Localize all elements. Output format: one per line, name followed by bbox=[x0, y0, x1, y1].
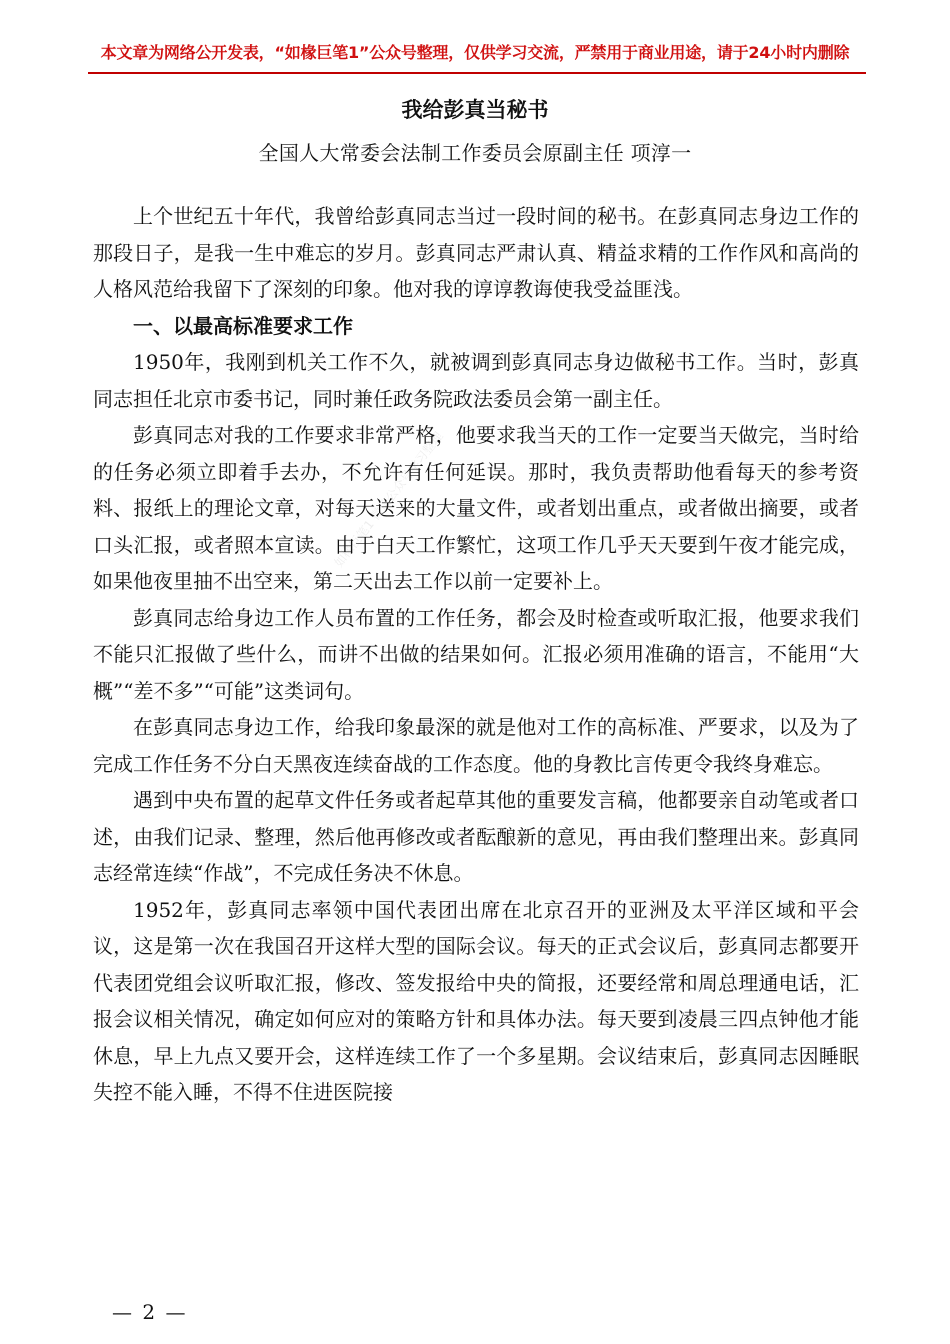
body-paragraph: 1952年，彭真同志率领中国代表团出席在北京召开的亚洲及太平洋区域和平会议，这是第一次在我国召开这样大型的国际会议。每天的正式会议后，彭真同志都要开代表团党组会议听取汇报，修改、签发报给中央的简报，还要经常和周总理通电话，汇报会议相关情况，确定如何应对的策略方针和具体办法。每天要到凌晨三四点钟他才能休息，早上九点又要开会，这样连续工作了一个多星期。会议结束后，彭真同志因睡眠失控不能入睡，不得不住进医院接 bbox=[93, 897, 859, 1104]
copyright-notice: 本文章为网络公开发表，“如椽巨笔1”公众号整理，仅供学习交流，严禁用于商业用途，请于24小时内删除 bbox=[100, 43, 850, 62]
body-paragraph: 遇到中央布置的起草文件任务或者起草其他的重要发言稿，他都要亲自动笔或者口述，由我们记录、整理，然后他再修改或者酝酿新的意见，再由我们整理出来。彭真同志经常连续“作战”，不完成任务决不休息。 bbox=[93, 788, 859, 885]
header-rule bbox=[88, 72, 866, 74]
body-paragraph: 1950年，我刚到机关工作不久，就被调到彭真同志身边做秘书工作。当时，彭真同志担任北京市委书记，同时兼任政务院政法委员会第一副主任。 bbox=[93, 350, 859, 411]
article-body bbox=[93, 198, 859, 1111]
section-heading: 一、以最高标准要求工作 bbox=[133, 313, 353, 338]
article-title: 我给彭真当秘书 bbox=[401, 97, 549, 122]
intro-paragraph: 上个世纪五十年代，我曾给彭真同志当过一段时间的秘书。在彭真同志身边工作的那段日子，是我一生中难忘的岁月。彭真同志严肃认真、精益求精的工作作风和高尚的人格风范给我留下了深刻的印象。他对我的谆谆教诲使我受益匪浅。 bbox=[93, 204, 859, 301]
body-paragraph: 彭真同志给身边工作人员布置的工作任务，都会及时检查或听取汇报，他要求我们不能只汇报做了些什么，而讲不出做的结果如何。汇报必须用准确的语言，不能用“大概”“差不多”“可能”这类词句。 bbox=[93, 605, 859, 703]
body-paragraph: 彭真同志对我的工作要求非常严格，他要求我当天的工作一定要当天做完，当时给的任务必须立即着手去办，不允许有任何延误。那时，我负责帮助他看每天的参考资料、报纸上的理论文章，对每天送来的大量文件，或者划出重点，或者做出摘要，或者口头汇报，或者照本宣读。由于白天工作繁忙，这项工作几乎天天要到午夜才能完成，如果他夜里抽不出空来，第二天出去工作以前一定要补上。 bbox=[93, 423, 859, 593]
page-number: — 2 — bbox=[112, 1300, 188, 1324]
article-byline: 全国人大常委会法制工作委员会原副主任 项淳一 bbox=[258, 141, 692, 165]
watermark: 如椽巨笔1 微信公众号学习整理 bbox=[331, 429, 446, 570]
body-paragraph: 在彭真同志身边工作，给我印象最深的就是他对工作的高标准、严要求，以及为了完成工作任务不分白天黑夜连续奋战的工作态度。他的身教比言传更令我终身难忘。 bbox=[93, 715, 859, 776]
